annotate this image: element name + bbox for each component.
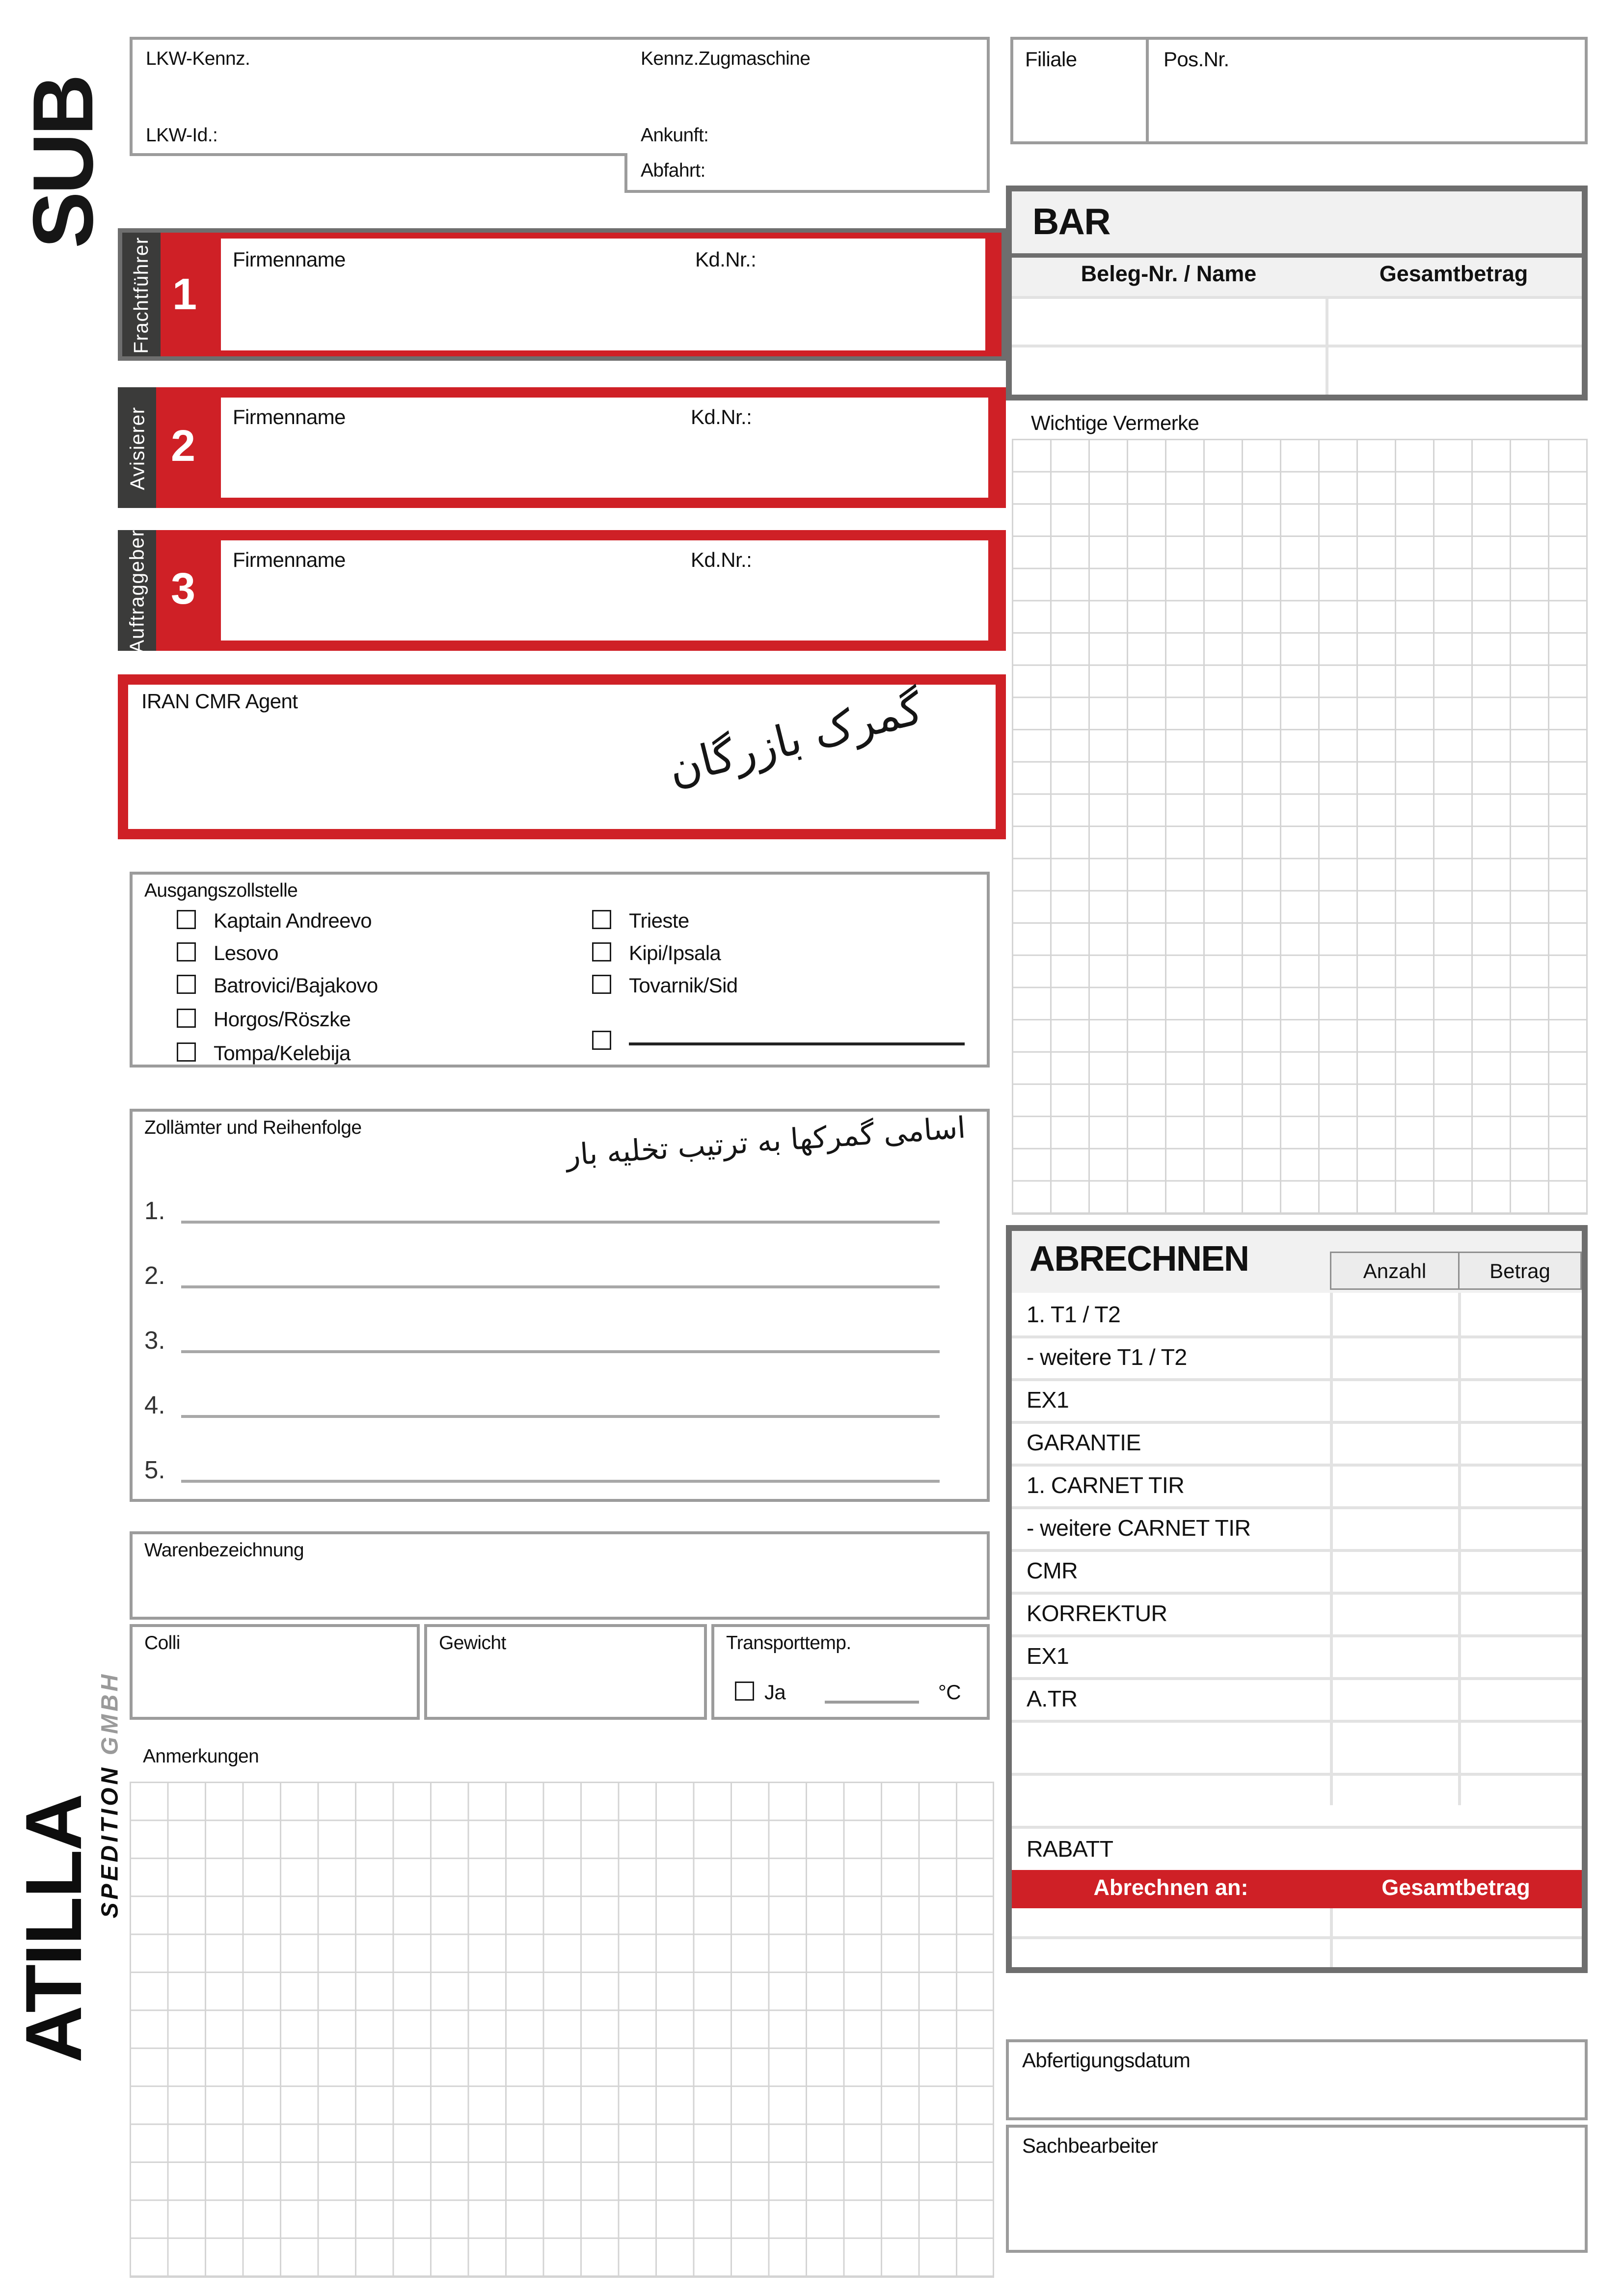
iran-handwriting: گمرک بازرگان — [662, 683, 927, 797]
zollaemter-handwriting: اسامی گمرکها به ترتیب تخلیه بار — [565, 1109, 967, 1173]
abrechnen-footer-bar — [1012, 1870, 1582, 1908]
zoll-line-3-number: 3. — [144, 1327, 165, 1355]
zoll-line-2-number: 2. — [144, 1262, 165, 1290]
gewicht-box[interactable] — [424, 1624, 707, 1720]
pos-nr-label: Pos.Nr. — [1164, 47, 1229, 71]
checkbox-other-zollstelle[interactable] — [592, 1031, 611, 1050]
atilla-logo-text: ATILLA — [10, 1795, 99, 2063]
checkbox-batrovici-bajakovo[interactable] — [177, 975, 196, 994]
atilla-logo — [9, 1715, 100, 2142]
abrechnen-title-band — [1012, 1231, 1582, 1293]
zoll-line-2[interactable] — [181, 1265, 940, 1288]
bar-cell-name-1[interactable] — [1012, 299, 1326, 345]
transporttemp-unit: °C — [938, 1680, 961, 1704]
party-1-firmenname-label: Firmenname — [233, 247, 346, 271]
abrechnen-an-label: Abrechnen an: — [1093, 1876, 1248, 1901]
gmbh-text: GMBH — [99, 1671, 124, 1756]
bar-col-name: Beleg-Nr. / Name — [1081, 262, 1257, 287]
zoll-line-1[interactable] — [181, 1200, 940, 1224]
party-avisierer — [118, 387, 1006, 508]
checkbox-lesovo[interactable] — [177, 942, 196, 961]
wichtige-vermerke-grid[interactable] — [1012, 439, 1588, 1215]
bar-cell-name-2[interactable] — [1012, 347, 1326, 395]
auftraggeber-role-label: Auftraggeber — [126, 528, 148, 653]
sachbearbeiter-box[interactable] — [1006, 2125, 1588, 2253]
avisierer-role-label: Avisierer — [126, 405, 148, 490]
bar-box — [1006, 186, 1588, 400]
gesamtbetrag-field[interactable] — [1333, 1908, 1582, 1967]
abrechnen-row-cmr: CMR — [1027, 1559, 1078, 1584]
bar-col-amount: Gesamtbetrag — [1379, 262, 1528, 287]
abrechnen-row-garantie: GARANTIE — [1027, 1431, 1141, 1456]
label-trieste: Trieste — [629, 908, 689, 932]
anmerkungen-grid[interactable] — [130, 1782, 994, 2278]
transporttemp-value-line[interactable] — [825, 1680, 919, 1704]
transporttemp-ja-label: Ja — [764, 1680, 786, 1704]
sachbearbeiter-label: Sachbearbeiter — [1022, 2134, 1158, 2157]
zollaemter-title: Zollämter und Reihenfolge — [144, 1116, 362, 1138]
wichtige-vermerke-title: Wichtige Vermerke — [1031, 411, 1199, 434]
betrag-header: Betrag — [1458, 1252, 1582, 1290]
label-kipi-ipsala: Kipi/Ipsala — [629, 941, 721, 964]
abfahrt-label: Abfahrt: — [641, 159, 705, 181]
party-3-firmenname-label: Firmenname — [233, 548, 346, 571]
bar-title: BAR — [1032, 202, 1110, 243]
checkbox-tompa-kelebija[interactable] — [177, 1042, 196, 1062]
filiale-box — [1010, 37, 1588, 144]
label-tovarnik-sid: Tovarnik/Sid — [629, 973, 738, 997]
abfertigungsdatum-label: Abfertigungsdatum — [1022, 2048, 1191, 2072]
party-3-field[interactable] — [221, 540, 988, 641]
zoll-line-4[interactable] — [181, 1394, 940, 1418]
filiale-label: Filiale — [1025, 47, 1077, 71]
party-1-field[interactable] — [221, 239, 985, 350]
anzahl-header: Anzahl — [1330, 1252, 1460, 1290]
party-2-kdnr-label: Kd.Nr.: — [691, 405, 752, 428]
gesamtbetrag-label: Gesamtbetrag — [1381, 1876, 1530, 1901]
party-3-number: 3 — [171, 565, 196, 614]
bar-cell-amount-2[interactable] — [1328, 347, 1582, 395]
colli-box[interactable] — [130, 1624, 420, 1720]
checkbox-kaptain-andreevo[interactable] — [177, 910, 196, 929]
frachtfuehrer-role-label: Frachtführer — [130, 236, 153, 353]
auftraggeber-strip — [118, 530, 156, 651]
abrechnen-row-carnet-tir: 1. CARNET TIR — [1027, 1474, 1185, 1499]
abfertigungsdatum-box[interactable] — [1006, 2039, 1588, 2120]
transporttemp-label: Transporttemp. — [726, 1631, 851, 1654]
party-2-number: 2 — [171, 423, 196, 471]
abrechnen-row-t1t2: 1. T1 / T2 — [1027, 1303, 1121, 1328]
avisierer-strip — [118, 387, 156, 508]
abrechnen-row-rabatt: RABATT — [1027, 1838, 1113, 1863]
lkw-id-label: LKW-Id.: — [146, 124, 218, 146]
label-tompa-kelebija: Tompa/Kelebija — [214, 1041, 351, 1065]
abrechnen-row-ex1: EX1 — [1027, 1388, 1069, 1414]
ankunft-label: Ankunft: — [641, 124, 709, 146]
colli-label: Colli — [144, 1631, 180, 1654]
frachtfuehrer-strip — [122, 233, 161, 356]
sub-logo-text: SUB — [15, 76, 111, 248]
party-2-field[interactable] — [221, 398, 988, 498]
party-1-number: 1 — [172, 271, 197, 320]
abrechnen-row-weitere-t1t2: - weitere T1 / T2 — [1027, 1346, 1187, 1371]
spedition-gmbh-logo — [91, 1656, 133, 1933]
party-3-kdnr-label: Kd.Nr.: — [691, 548, 752, 571]
party-2-firmenname-label: Firmenname — [233, 405, 346, 428]
zoll-line-4-number: 4. — [144, 1391, 165, 1419]
label-batrovici-bajakovo: Batrovici/Bajakovo — [214, 973, 378, 997]
zoll-line-1-number: 1. — [144, 1197, 165, 1225]
zoll-line-5-number: 5. — [144, 1456, 165, 1484]
gewicht-label: Gewicht — [439, 1631, 506, 1654]
transporttemp-ja-checkbox[interactable] — [735, 1682, 754, 1701]
warenbezeichnung-box[interactable] — [130, 1531, 990, 1620]
kennz-zugmaschine-label: Kennz.Zugmaschine — [641, 47, 811, 69]
label-horgos-roeszke: Horgos/Röszke — [214, 1007, 351, 1031]
party-frachtfuehrer — [118, 228, 1006, 361]
abrechnen-row-ex1-2: EX1 — [1027, 1645, 1069, 1670]
lkw-kennz-label: LKW-Kennz. — [146, 47, 250, 69]
zoll-line-3[interactable] — [181, 1330, 940, 1353]
bar-header-row — [1012, 258, 1582, 296]
warenbezeichnung-label: Warenbezeichnung — [144, 1539, 304, 1561]
zollaemter-box — [130, 1109, 990, 1502]
abfahrt-box — [624, 153, 990, 193]
abrechnen-row-korrektur: KORREKTUR — [1027, 1602, 1167, 1627]
truck-box — [130, 37, 990, 156]
abrechnen-title: ABRECHNEN — [1029, 1240, 1249, 1280]
iran-cmr-agent-label: IRAN CMR Agent — [141, 689, 298, 713]
anmerkungen-title: Anmerkungen — [143, 1745, 259, 1767]
filiale-divider — [1146, 40, 1149, 141]
bar-title-separator — [1012, 253, 1582, 258]
iran-cmr-agent-box[interactable] — [118, 674, 1006, 839]
abrechnen-box — [1006, 1225, 1588, 1973]
other-zollstelle-line[interactable] — [629, 1022, 965, 1045]
label-kaptain-andreevo: Kaptain Andreevo — [214, 908, 372, 932]
bar-title-band — [1012, 191, 1582, 253]
ausgangszollstelle-title: Ausgangszollstelle — [144, 879, 298, 901]
ausgangszollstelle-box — [130, 872, 990, 1068]
abrechnen-an-field[interactable] — [1012, 1908, 1330, 1967]
sub-logo — [6, 21, 121, 303]
abrechnen-row-weitere-carnet-tir: - weitere CARNET TIR — [1027, 1517, 1251, 1542]
party-1-kdnr-label: Kd.Nr.: — [695, 247, 757, 271]
checkbox-horgos-roeszke[interactable] — [177, 1009, 196, 1028]
transporttemp-box — [711, 1624, 990, 1720]
party-auftraggeber — [118, 530, 1006, 651]
label-lesovo: Lesovo — [214, 941, 278, 964]
checkbox-trieste[interactable] — [592, 910, 611, 929]
checkbox-tovarnik-sid[interactable] — [592, 975, 611, 994]
bar-cell-amount-1[interactable] — [1328, 299, 1582, 345]
spedition-text: SPEDITION — [99, 1764, 124, 1919]
abrechnen-row-atr: A.TR — [1027, 1687, 1078, 1712]
zoll-line-5[interactable] — [181, 1459, 940, 1483]
checkbox-kipi-ipsala[interactable] — [592, 942, 611, 961]
